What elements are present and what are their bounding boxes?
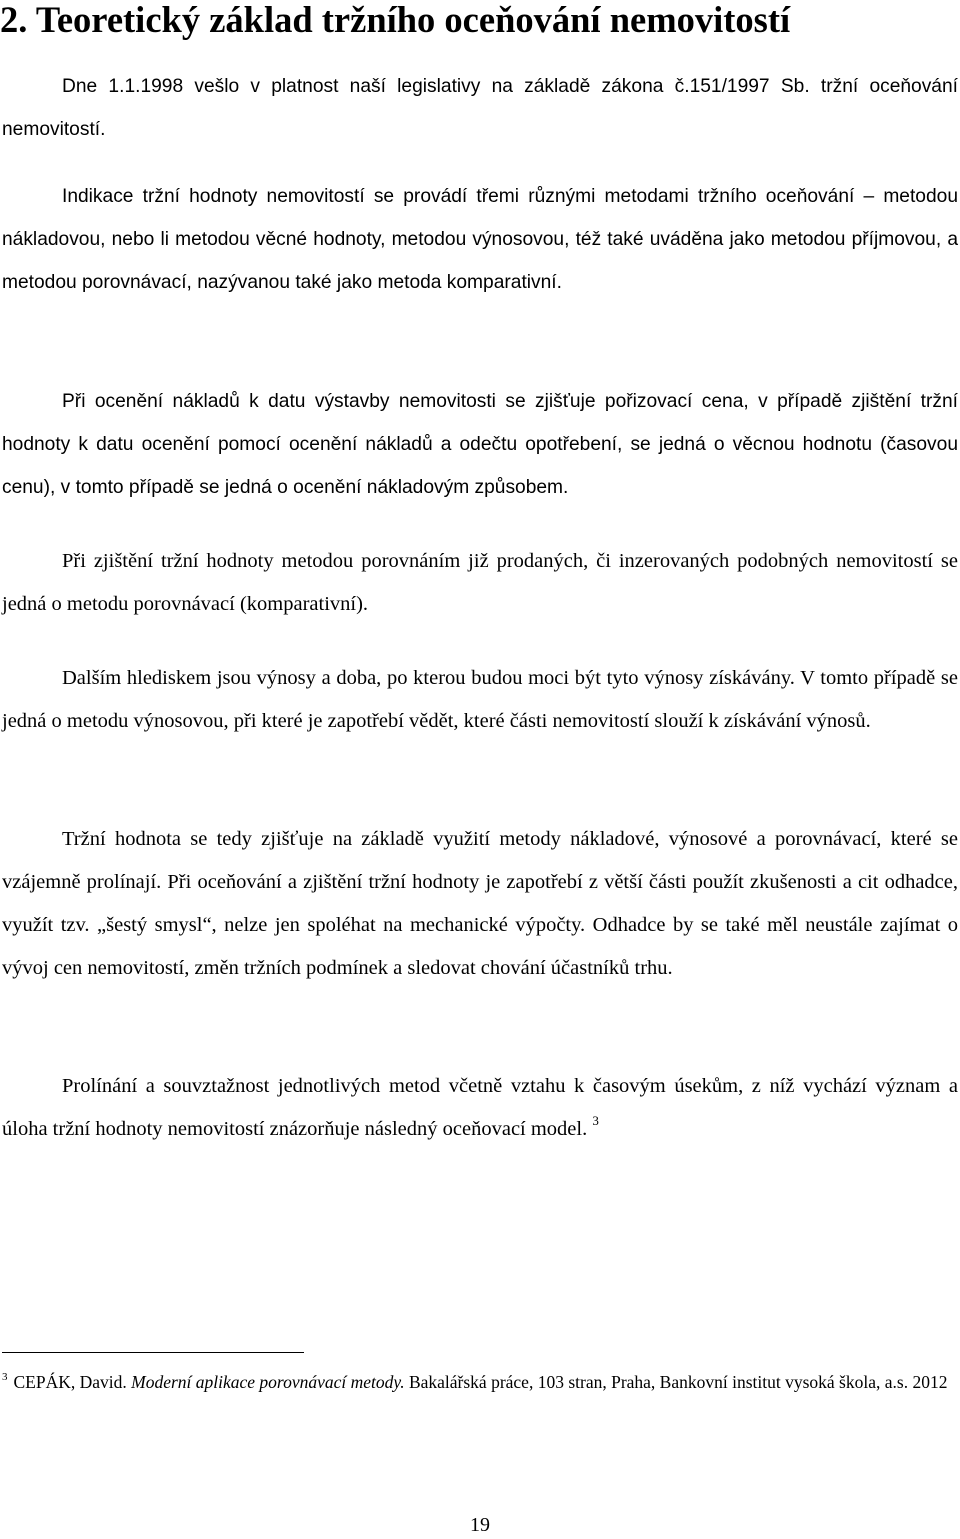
paragraph-market-value: Tržní hodnota se tedy zjišťuje na základě využití metody nákladové, výnosové a porovnávací, které se vzájemně prolínají. Při oceňování a zjištění tržní hodnoty je zapotřebí z větší části použít zkušenosti a cit odhadce, využít tzv. „šestý smysl“, nelze jen spoléhat na mechanické výpočty. Odhadce by se také měl neustále zajímat o vývoj cen nemovitostí, změn tržních podmínek a sledovat chování účastníků trhu. (2, 828, 958, 979)
paragraph-legislation: Dne 1.1.1998 vešlo v platnost naší legislativy na základě zákona č.151/1997 Sb. tržní oceňování nemovitostí. (2, 76, 958, 140)
footnote (2, 1364, 958, 1401)
footnote-reference: 3 (592, 1113, 599, 1128)
footnote-title: Moderní aplikace porovnávací metody. (131, 1372, 405, 1392)
paragraph-income-method: Dalším hlediskem jsou výnosy a doba, po kterou budou moci být tyto výnosy získávány. V tomto případě se jedná o metodu výnosovou, při které je zapotřebí vědět, které části nemovitostí slouží k získávání výnosů. (2, 667, 958, 732)
paragraph-valuation-methods: Indikace tržní hodnoty nemovitostí se provádí třemi různými metodami tržního oceňování – metodou nákladovou, nebo li metodou věcné hodnoty, metodou výnosovou, též také uváděna jako metodou příjmovou, a metodou porovnávací, nazývanou také jako metoda komparativní. (2, 186, 958, 293)
page-number: 19 (470, 1514, 490, 1536)
paragraph-valuation-model (2, 1065, 958, 1151)
paragraph-comparative-method: Při zjištění tržní hodnoty metodou porovnáním již prodaných, či inzerovaných podobných nemovitostí se jedná o metodu porovnávací (komparativní). (2, 550, 958, 615)
footnote-author: CEPÁK, David. (13, 1372, 127, 1392)
footnote-separator (2, 1352, 304, 1353)
footnote-number: 3 (2, 1371, 8, 1383)
paragraph-cost-method: Při ocenění nákladů k datu výstavby nemovitosti se zjišťuje pořizovací cena, v případě zjištění tržní hodnoty k datu ocenění pomocí ocenění nákladů a odečtu opotřebení, se jedná o věcnou hodnotu (časovou cenu), v tomto případě se jedná o ocenění nákladovým způsobem. (2, 391, 958, 498)
paragraph-valuation-model-text: Prolínání a souvztažnost jednotlivých metod včetně vztahu k časovým úsekům, z níž vychází význam a úloha tržní hodnoty nemovitostí znázorňuje následný oceňovací model. (2, 1075, 958, 1140)
footnote-details: Bakalářská práce, 103 stran, Praha, Bankovní institut vysoká škola, a.s. 2012 (408, 1372, 948, 1392)
section-heading: 2. Teoretický základ tržního oceňování nemovitostí (0, 0, 791, 40)
